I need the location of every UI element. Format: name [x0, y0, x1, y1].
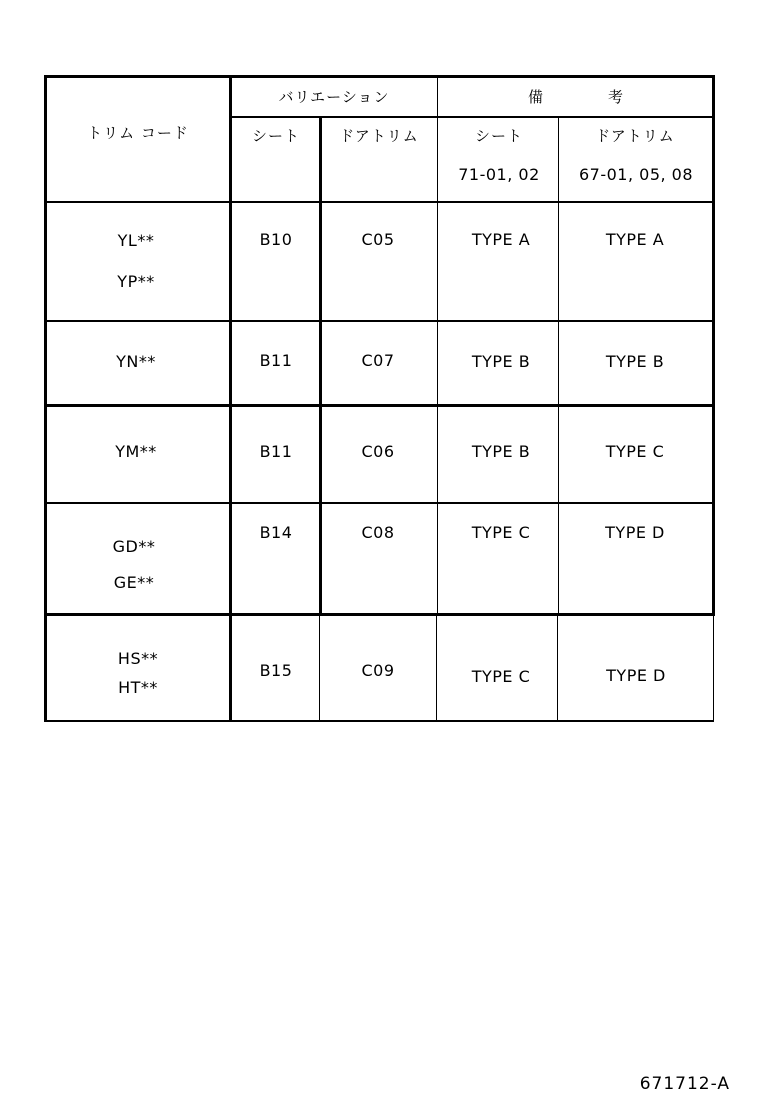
door-trim-code: C09: [361, 661, 395, 680]
row-divider: [45, 404, 715, 407]
trim-code: GD**: [112, 537, 156, 556]
seat-code: B10: [259, 230, 293, 249]
trim-code: HT**: [118, 678, 158, 697]
remark-door-trim: TYPE D: [606, 666, 666, 685]
header-variation-seat: シート: [251, 127, 301, 145]
seat-code: B11: [259, 442, 293, 461]
header-remarks-door-trim: ドアトリム: [595, 127, 675, 145]
col-divider-remarks: [558, 116, 559, 615]
col-divider-trim: [229, 75, 232, 615]
row-divider: [45, 502, 715, 504]
col-divider-remarks-lower: [557, 615, 558, 722]
remark-door-trim: TYPE C: [605, 442, 665, 461]
remark-seat: TYPE B: [471, 442, 531, 461]
header-variation-door-trim: ドアトリム: [339, 127, 419, 145]
trim-code: YN**: [116, 352, 156, 371]
remark-seat: TYPE C: [471, 523, 531, 542]
header-bottom-line: [45, 201, 715, 203]
remark-seat: TYPE A: [471, 230, 531, 249]
seat-code: B11: [259, 351, 293, 370]
door-trim-code: C08: [361, 523, 395, 542]
header-variation: バリエーション: [278, 88, 390, 106]
door-trim-code: C07: [361, 351, 395, 370]
header-trim-code: トリム コード: [87, 124, 189, 142]
door-trim-code: C06: [361, 442, 395, 461]
table-border-top: [45, 75, 715, 78]
row-divider: [45, 320, 715, 322]
trim-code: YM**: [115, 442, 157, 461]
remarks-seat-ref: 71-01, 02: [458, 165, 540, 184]
remark-door-trim: TYPE B: [605, 352, 665, 371]
door-trim-code: C05: [361, 230, 395, 249]
header-remarks: 備 考: [527, 88, 625, 106]
seat-code: B15: [259, 661, 293, 680]
table-border-left: [44, 75, 47, 722]
col-divider-seat: [319, 116, 322, 615]
remark-door-trim: TYPE A: [605, 230, 665, 249]
seat-code: B14: [259, 523, 293, 542]
col-divider-trim-lower: [229, 615, 232, 722]
table-border-right: [712, 75, 715, 615]
trim-code: YP**: [117, 272, 155, 291]
col-divider-variation: [437, 75, 438, 615]
header-remarks-seat: シート: [474, 127, 524, 145]
col-divider-variation-lower: [436, 615, 437, 722]
remark-seat: TYPE C: [471, 667, 531, 686]
figure-code: 671712-A: [639, 1074, 730, 1094]
table-border-bottom: [45, 720, 714, 722]
trim-code: YL**: [117, 231, 155, 250]
remark-door-trim: TYPE D: [605, 523, 665, 542]
remark-seat: TYPE B: [471, 352, 531, 371]
table-border-right-lower: [713, 615, 714, 722]
trim-code: GE**: [113, 573, 155, 592]
col-divider-seat-lower: [319, 615, 320, 722]
trim-code: HS**: [117, 649, 159, 668]
row-divider: [45, 613, 715, 616]
remarks-door-trim-ref: 67-01, 05, 08: [578, 165, 694, 184]
header-divider: [231, 116, 715, 118]
